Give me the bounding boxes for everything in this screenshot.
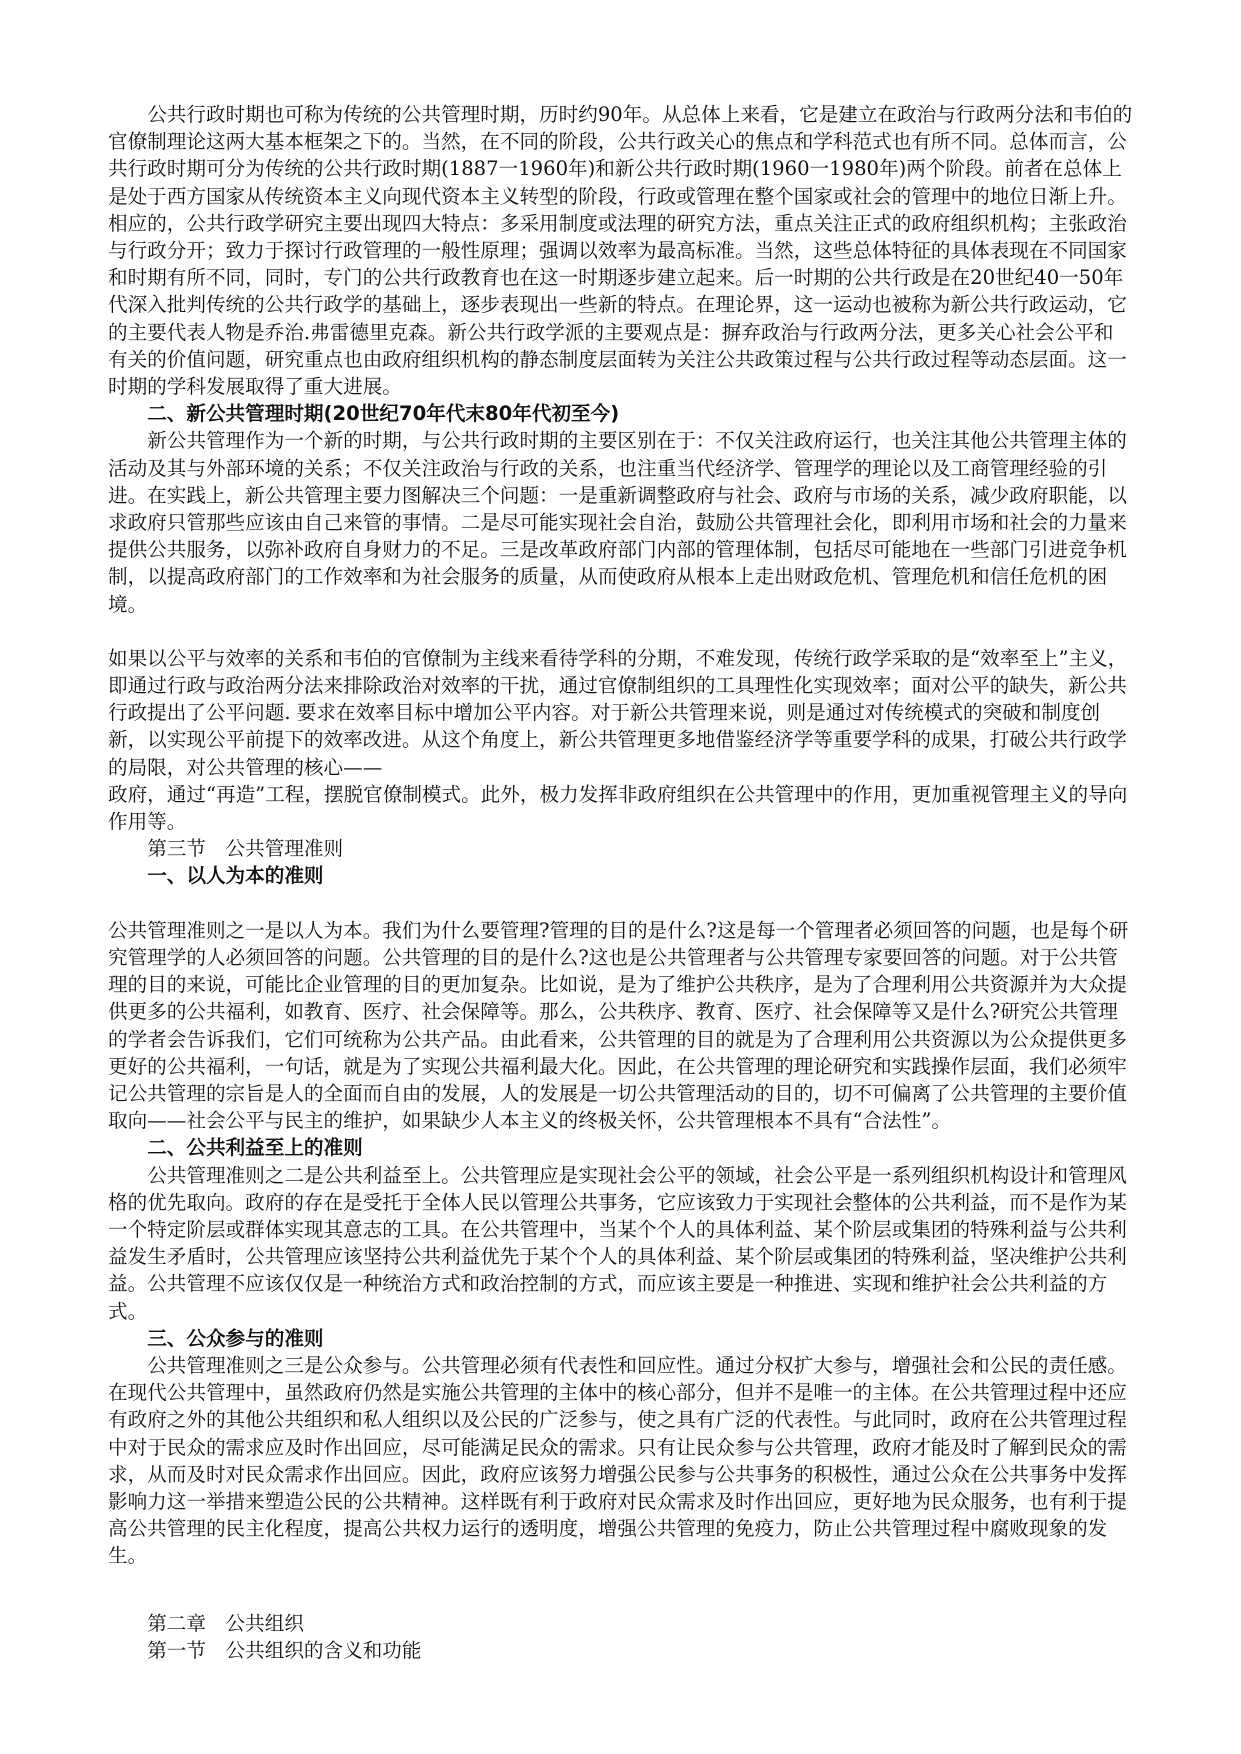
paragraph-new-public-management: 新公共管理作为一个新的时期，与公共行政时期的主要区别在于：不仅关注政府运行，也关注其他公共管理主体的活动及其与外部环境的关系；不仅关注政治与行政的关系，也注重当代经济学、管理学的理论以及工商管理经验的引进。在实践上，新公共管理主要力图解决三个问题：一是重新调整政府与社会、政府与市场的关系，减少政府职能，以求政府只管那些应该由自己来管的事情。二是尽可能实现社会自治，鼓励公共管理社会化，即利用市场和社会的力量来提供公共服务，以弥补政府自身财力的不足。三是改革政府部门内部的管理体制，包括尽可能地在一些部门引进竞争机制，以提高政府部门的工作效率和为社会服务的质量，从而使政府从根本上走出财政危机、管理危机和信任危机的困境。 — [108, 429, 1127, 616]
document-page — [108, 101, 1133, 1664]
heading-public-participation: 三、公众参与的准则 — [147, 1326, 324, 1350]
section-title-section-three: 第三节 公共管理准则 — [147, 837, 344, 861]
chapter-title-chapter-two: 第二章 公共组织 — [147, 1611, 304, 1635]
paragraph-people-oriented: 公共管理准则之一是以人为本。我们为什么要管理?管理的目的是什么?这是每一个管理者必须回答的问题，也是每个研究管理学的人必须回答的问题。公共管理的目的是什么?这也是公共管理者与公共管理专家要回答的问题。对于公共管理的目的来说，可能比企业管理的目的更加复杂。比如说，是为了维护公共秩序，是为了合理利用公共资源并为大众提供更多的公共福利，如教育、医疗、社会保障等。那么，公共秩序、教育、医疗、社会保障等又是什么?研究公共管理的学者会告诉我们，它们可统称为公共产品。由此看来，公共管理的目的就是为了合理利用公共资源以为公众提供更多更好的公共福利，一句话，就是为了实现公共福利最大化。因此，在公共管理的理论研究和实践操作层面，我们必须牢记公共管理的宗旨是人的全面而自由的发展，人的发展是一切公共管理活动的目的，切不可偏离了公共管理的主要价值取向——社会公平与民主的维护，如果缺少人本主义的终极关怀，公共管理根本不具有“合法性”。 — [108, 918, 1129, 1133]
paragraph-equity-efficiency: 如果以公平与效率的关系和韦伯的官僚制为主线来看待学科的分期，不难发现，传统行政学采取的是“效率至上”主义，即通过行政与政治两分法来排除政治对效率的干扰，通过官僚制组织的工具理性化实现效率；面对公平的缺失，新公共行政提出了公平问题. 要求在效率目标中增加公平内容。对于新公共管理来说，则是通过对传统模式的突破和制度创新，以实现公平前提下的效率改进。从这个角度上，新公共管理更多地借鉴经济学等重要学科的成果，打破公共行政学的局限，对公共管理的核心—— — [108, 646, 1128, 779]
paragraph-public-administration-period: 公共行政时期也可称为传统的公共管理时期，历时约90年。从总体上来看，它是建立在政治与行政两分法和韦伯的官僚制理论这两大基本框架之下的。当然，在不同的阶段，公共行政关心的焦点和学科范式也有所不同。总体而言，公共行政时期可分为传统的公共行政时期(1887一1960年)和新公共行政时期(1960一1980年)两个阶段。前者在总体上是处于西方国家从传统资本主义向现代资本主义转型的阶段，行政或管理在整个国家或社会的管理中的地位日渐上升。相应的，公共行政学研究主要出现四大特点：多采用制度或法理的研究方法，重点关注正式的政府组织机构；主张政治与行政分开；致力于探讨行政管理的一般性原理；强调以效率为最高标准。当然，这些总体特征的具体表现在不同国家和时期有所不同，同时，专门的公共行政教育也在这一时期逐步建立起来。后一时期的公共行政是在20世纪40一50年代深入批判传统的公共行政学的基础上，逐步表现出一些新的特点。在理论界，这一运动也被称为新公共行政运动，它的主要代表人物是乔治.弗雷德里克森。新公共行政学派的主要观点是：摒弃政治与行政两分法，更多关心社会公平和有关的价值问题，研究重点也由政府组织机构的静态制度层面转为关注公共政策过程与公共行政过程等动态层面。这一时期的学科发展取得了重大进展。 — [108, 103, 1133, 399]
paragraph-public-participation: 公共管理准则之三是公众参与。公共管理必须有代表性和回应性。通过分权扩大参与，增强社会和公民的责任感。在现代公共管理中，虽然政府仍然是实施公共管理的主体中的核心部分，但并不是唯一的主体。在公共管理过程中还应有政府之外的其他公共组织和私人组织以及公民的广泛参与，使之具有广泛的代表性。与此同时，政府在公共管理过程中对于民众的需求应及时作出回应，尽可能满足民众的需求。只有让民众参与公共管理，政府才能及时了解到民众的需求，从而及时对民众需求作出回应。因此，政府应该努力增强公民参与公共事务的积极性，通过公众在公共事务中发挥影响力这一举措来塑造公民的公共精神。这样既有利于政府对民众需求及时作出回应，更好地为民众服务，也有利于提高公共管理的民主化程度，提高公共权力运行的透明度，增强公共管理的免疫力，防止公共管理过程中腐败现象的发生。 — [108, 1353, 1127, 1568]
heading-new-public-management-period: 二、新公共管理时期(20世纪70年代末80年代初至今) — [147, 402, 620, 426]
heading-people-oriented: 一、以人为本的准则 — [147, 864, 324, 888]
spacer — [108, 1570, 1133, 1610]
heading-public-interest: 二、公共利益至上的准则 — [147, 1136, 363, 1160]
section-title-section-one: 第一节 公共组织的含义和功能 — [147, 1638, 422, 1662]
paragraph-government-reinvention: 政府，通过“再造”工程，摆脱官僚制模式。此外，极力发挥非政府组织在公共管理中的作用，更加重视管理主义的导向作用等。 — [108, 782, 1128, 834]
spacer — [108, 890, 1133, 917]
paragraph-public-interest: 公共管理准则之二是公共利益至上。公共管理应是实现社会公平的领域，社会公平是一系列组织机构设计和管理风格的优先取向。政府的存在是受托于全体人民以管理公共事务，它应该致力于实现社会整体的公共利益，而不是作为某一个特定阶层或群体实现其意志的工具。在公共管理中，当某个个人的具体利益、某个阶层或集团的特殊利益与公共利益发生矛盾时，公共管理应该坚持公共利益优先于某个个人的具体利益、某个阶层或集团的特殊利益，坚决维护公共利益。公共管理不应该仅仅是一种统治方式和政治控制的方式，而应该主要是一种推进、实现和维护社会公共利益的方式。 — [108, 1163, 1127, 1323]
spacer — [108, 618, 1133, 645]
